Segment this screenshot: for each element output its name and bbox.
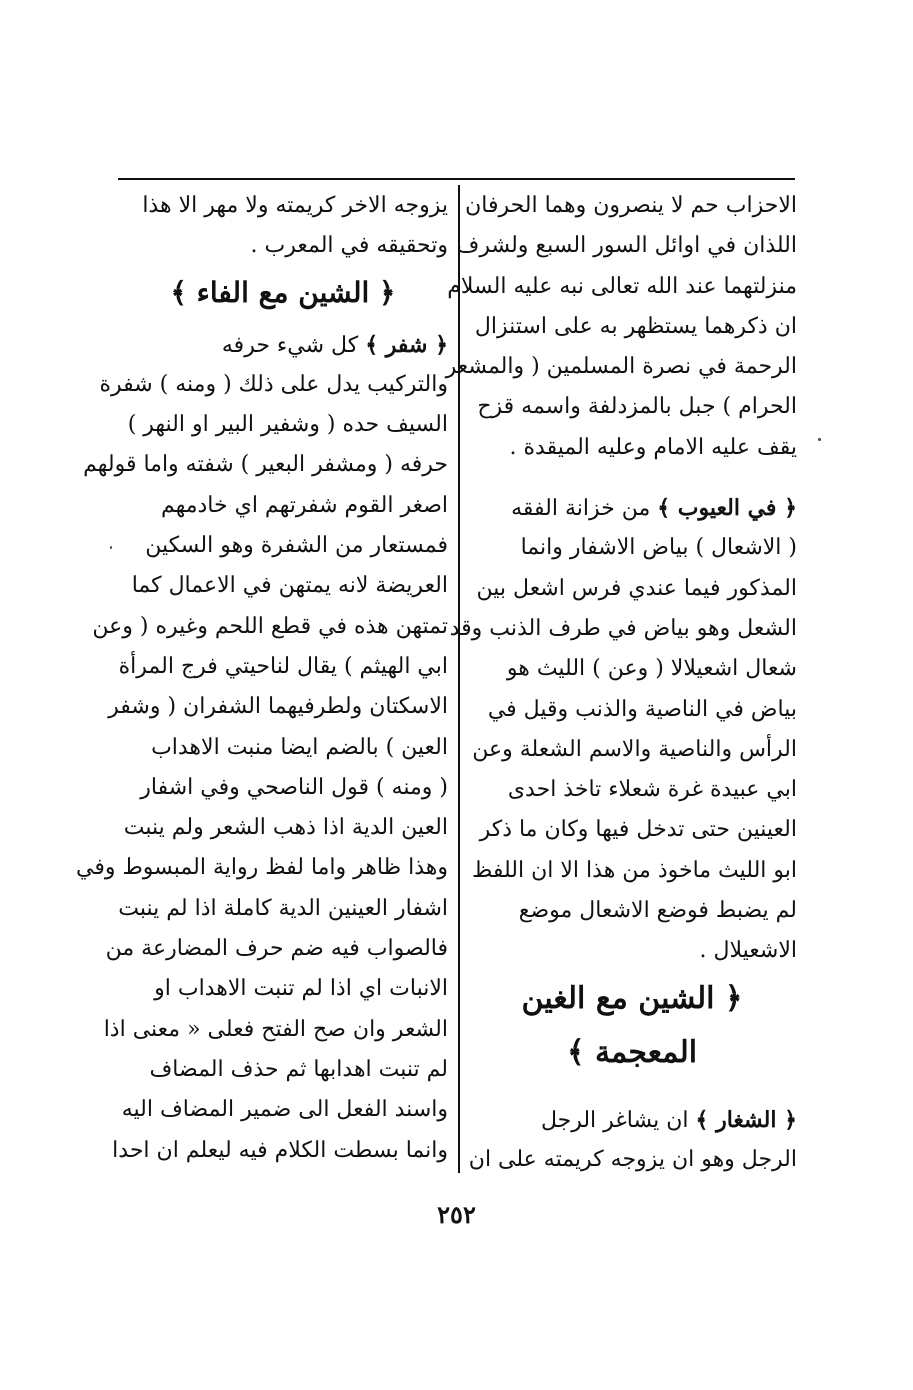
text-line: ابو الليث ماخوذ من هذا الا ان اللفظ xyxy=(472,857,797,883)
entry-first-line xyxy=(118,325,448,365)
text-line: فمستعار من الشفرة وهو السكين xyxy=(145,533,448,559)
text-line: المذكور فيما عندي فرس اشعل بين xyxy=(476,575,797,601)
text-line: الشعل وهو بياض في طرف الذنب وقد xyxy=(449,615,797,641)
top-rule xyxy=(118,178,795,180)
entry-first-line xyxy=(467,488,797,528)
heading-line: المعجمة ﴾ xyxy=(566,1034,698,1070)
text-line: اللذان في اوائل السور السبع ولشرف xyxy=(456,233,797,259)
text-line: الرجل وهو ان يزوجه كريمته على ان xyxy=(468,1146,797,1172)
text-line: والتركيب يدل على ذلك ( ومنه ) شفرة xyxy=(99,371,448,397)
left-column xyxy=(75,186,448,1171)
text-line: اشفار العينين الدية كاملة اذا لم ينبت xyxy=(118,895,448,921)
entry-term: ﴿ شفر ﴾ xyxy=(365,331,448,358)
text-line: العين الدية اذا ذهب الشعر ولم ينبت xyxy=(123,815,448,841)
text-line: ان ذكرهما يستظهر به على استنزال xyxy=(474,313,797,339)
text-line: واسند الفعل الى ضمير المضاف اليه xyxy=(121,1097,448,1123)
text-line: لم تنبت اهدابها ثم حذف المضاف xyxy=(149,1056,448,1082)
heading-line: ﴿ الشين مع الغين xyxy=(521,980,743,1016)
left-intro-paragraph xyxy=(118,186,448,267)
scan-speck xyxy=(818,438,821,441)
text-line: الاسكتان ولطرفيهما الشفران ( وشفر xyxy=(108,694,448,720)
entry-first-line xyxy=(467,1100,797,1140)
text-line: وتحقيقه في المعرب . xyxy=(250,233,448,259)
text-line: بياض في الناصية والذنب وقيل في xyxy=(487,696,797,722)
text-line: وهذا ظاهر واما لفظ رواية المبسوط وفي xyxy=(75,855,448,881)
right-column xyxy=(445,186,797,1180)
entry-term: ﴿ الشغار ﴾ xyxy=(695,1106,797,1133)
entry-text: ان يشاغر الرجل xyxy=(540,1107,689,1133)
text-line: منزلتهما عند الله تعالى نبه عليه السلام xyxy=(447,273,797,299)
text-line: ( ومنه ) قول الناصحي وفي اشفار xyxy=(140,774,448,800)
text-line: السيف حده ( وشفير البير او النهر ) xyxy=(127,412,448,438)
text-line: الرأس والناصية والاسم الشعلة وعن xyxy=(472,736,797,762)
entry-shafr xyxy=(75,325,448,1171)
text-line: العريضة لانه يمتهن في الاعمال كما xyxy=(131,573,448,599)
text-line: شعال اشعيلالا ( وعن ) الليث هو xyxy=(506,656,797,682)
text-line: اصغر القوم شفرتهم اي خادمهم xyxy=(160,492,448,518)
entry-text: كل شيء حرفه xyxy=(221,332,359,358)
text-line: العينين حتى تدخل فيها وكان ما ذكر xyxy=(479,817,797,843)
text-line: حرفه ( ومشفر البعير ) شفته واما قولهم xyxy=(83,452,448,478)
text-line: الاحزاب حم لا ينصرون وهما الحرفان xyxy=(465,193,797,218)
text-line: فالصواب فيه ضم حرف المضارعة من xyxy=(105,936,448,962)
spacer xyxy=(467,468,797,488)
text-line: ابي عبيدة غرة شعلاء تاخذ احدى xyxy=(507,777,797,803)
text-line: العين ) بالضم ايضا منبت الاهداب xyxy=(151,734,448,760)
page-number: ٢٥٢ xyxy=(437,1200,476,1229)
text-line: الحرام ) جبل بالمزدلفة واسمه قزح xyxy=(477,394,797,420)
column-divider xyxy=(458,185,460,1173)
text-line: يقف عليه الامام وعليه الميقدة . xyxy=(509,434,797,460)
right-intro-paragraph xyxy=(445,186,797,468)
text-line: ابي الهيثم ) يقال لناحيتي فرج المرأة xyxy=(118,653,448,679)
text-line: الاشعيلال . xyxy=(699,938,797,964)
text-line: يزوجه الاخر كريمته ولا مهر الا هذا xyxy=(142,193,448,218)
entry-term: ﴿ في العيوب ﴾ xyxy=(657,495,797,522)
scan-speck xyxy=(110,546,112,549)
section-heading-shin-ghain xyxy=(467,972,797,1080)
text-line: الرحمة في نصرة المسلمين ( والمشعر xyxy=(445,354,797,380)
section-heading-shin-fa: ﴿ الشين مع الفاء ﴾ xyxy=(170,275,396,309)
text-line: الشعر وان صح الفتح فعلى « معنى اذا xyxy=(103,1016,448,1042)
text-line: الانبات اي اذا لم تنبت الاهداب او xyxy=(154,976,448,1002)
spacer xyxy=(467,1080,797,1100)
text-line: تمتهن هذه في قطع اللحم وغيره ( وعن xyxy=(92,613,448,639)
text-line: وانما بسطت الكلام فيه ليعلم ان احدا xyxy=(112,1137,448,1163)
text-line: لم يضبط فوضع الاشعال موضع xyxy=(518,898,797,924)
entry-text: من خزانة الفقه xyxy=(511,496,651,522)
text-line: ( الاشعال ) بياض الاشفار وانما xyxy=(520,535,797,561)
entry-oyoob xyxy=(449,488,797,972)
entry-shighar xyxy=(467,1100,797,1181)
